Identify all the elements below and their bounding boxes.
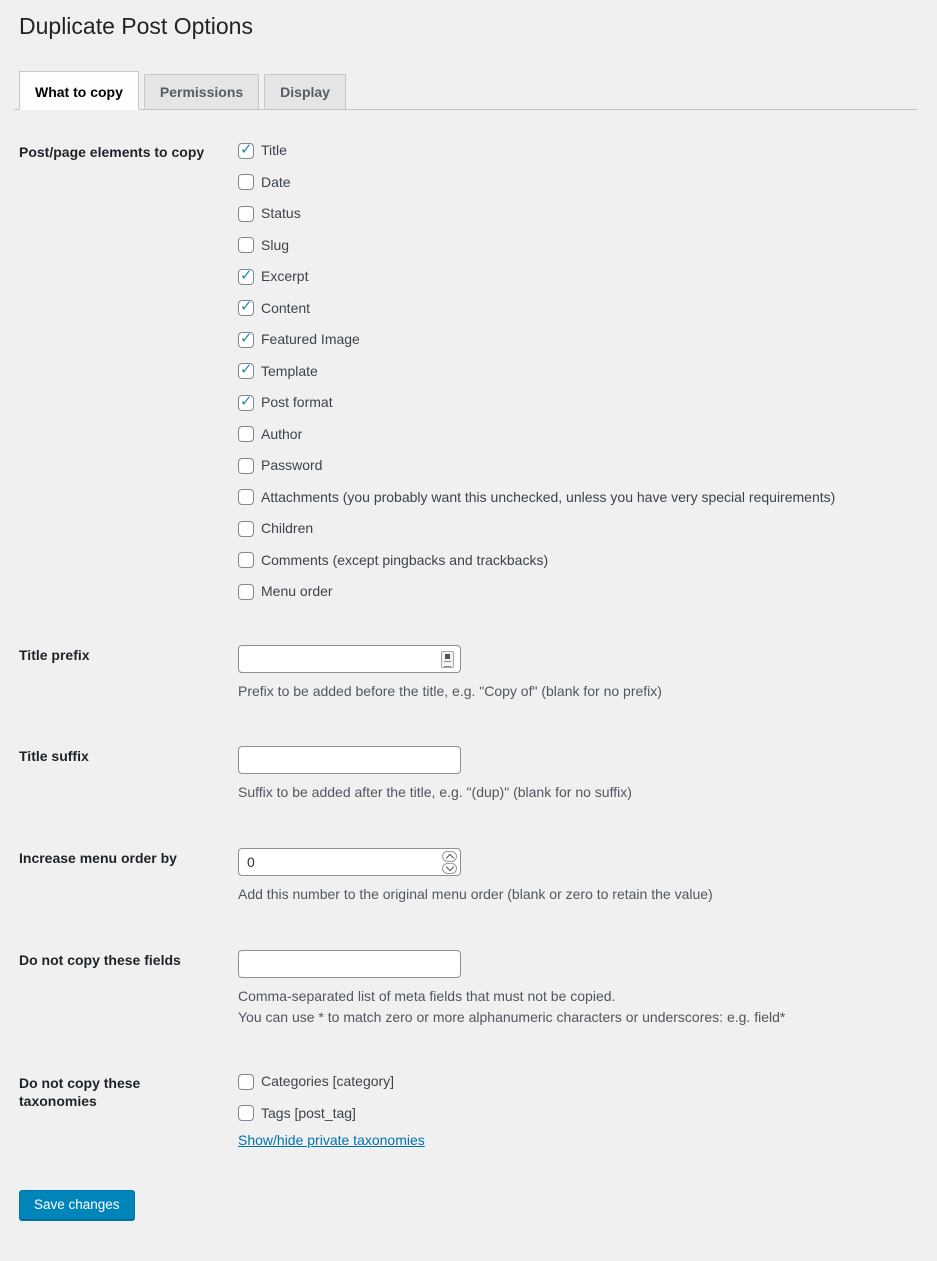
row-label: Title prefix	[19, 646, 90, 663]
checkbox-label: Excerpt	[261, 268, 309, 285]
element-checkbox-row[interactable]	[238, 363, 917, 381]
checkbox-label: Post format	[261, 394, 333, 411]
tab-bar	[14, 71, 917, 110]
element-checkbox-row[interactable]	[238, 174, 917, 192]
page-title: Duplicate Post Options	[19, 13, 253, 39]
description-line-2: You can use * to match zero or more alphanumeric characters or underscores: e.g. field*	[238, 1009, 786, 1026]
checkbox-label: Date	[261, 173, 291, 190]
checkbox-label: Content	[261, 299, 311, 316]
checkbox-label: Title	[261, 142, 287, 159]
element-checkbox-row[interactable]	[238, 520, 917, 538]
checkbox-label: Author	[261, 425, 303, 442]
row-skip-fields	[19, 926, 917, 1049]
checkbox[interactable]	[238, 1074, 254, 1090]
element-checkbox-row[interactable]	[238, 489, 917, 507]
row-menu-order	[19, 824, 917, 926]
autofill-icon[interactable]	[441, 651, 454, 668]
checkbox[interactable]	[238, 174, 254, 190]
element-checkbox-row[interactable]	[238, 142, 917, 160]
checkbox[interactable]	[238, 458, 254, 474]
menu-order-input[interactable]	[247, 849, 452, 875]
menu-order-field-wrap	[238, 848, 461, 876]
checkbox[interactable]	[238, 521, 254, 537]
title-prefix-field-wrap	[238, 645, 461, 673]
element-checkbox-row[interactable]	[238, 583, 917, 601]
element-checkbox-row[interactable]	[238, 205, 917, 223]
description-line-1: Comma-separated list of meta fields that must not be copied.	[238, 987, 616, 1004]
checkbox-label: Slug	[261, 236, 290, 253]
row-label: Post/page elements to copy	[19, 144, 205, 161]
number-spinner	[442, 851, 457, 874]
title-suffix-input[interactable]	[247, 747, 452, 773]
checkbox[interactable]	[238, 1105, 254, 1121]
skip-fields-field-wrap	[238, 950, 461, 978]
title-suffix-field-wrap	[238, 746, 461, 774]
checkbox-label: Template	[261, 362, 318, 379]
field-description: Add this number to the original menu order (blank or zero to retain the value)	[238, 885, 713, 902]
checkbox-label: Menu order	[261, 583, 333, 600]
checkbox-label: Status	[261, 205, 301, 222]
row-label: Do not copy these fields	[19, 951, 181, 968]
checkbox[interactable]	[238, 206, 254, 222]
title-prefix-input[interactable]	[247, 646, 452, 672]
field-description: Prefix to be added before the title, e.g. "Copy of" (blank for no prefix)	[238, 682, 662, 699]
element-checkbox-row[interactable]	[238, 457, 917, 475]
row-taxonomies	[19, 1049, 917, 1168]
checkbox[interactable]	[238, 363, 254, 379]
row-label: Title suffix	[19, 748, 89, 765]
taxonomies-checkbox-list	[238, 1073, 917, 1122]
element-checkbox-row[interactable]	[238, 394, 917, 412]
options-form	[19, 118, 917, 1168]
checkbox[interactable]	[238, 584, 254, 600]
checkbox-label: Comments (except pingbacks and trackbacks)	[261, 551, 549, 568]
show-hide-private-taxonomies-link[interactable]: Show/hide private taxonomies	[238, 1132, 425, 1149]
spinner-up-icon[interactable]	[442, 851, 457, 862]
row-label: Increase menu order by	[19, 849, 177, 866]
tab-what-to-copy[interactable]: What to copy	[19, 71, 139, 110]
element-checkbox-row[interactable]	[238, 268, 917, 286]
row-title-suffix	[19, 722, 917, 824]
checkbox-label: Categories [category]	[261, 1073, 395, 1090]
taxonomy-checkbox-row[interactable]	[238, 1105, 917, 1123]
row-label: Do not copy these taxonomies	[19, 1075, 141, 1110]
checkbox-label: Tags [post_tag]	[261, 1104, 356, 1121]
checkbox[interactable]	[238, 332, 254, 348]
field-description	[238, 986, 917, 1029]
taxonomy-checkbox-row[interactable]	[238, 1073, 917, 1091]
checkbox-label: Children	[261, 520, 314, 537]
spinner-down-icon[interactable]	[442, 863, 457, 874]
skip-fields-input[interactable]	[247, 951, 452, 977]
elements-checkbox-list	[238, 142, 917, 601]
checkbox-label: Attachments (you probably want this unchecked, unless you have very special requirements)	[261, 488, 836, 505]
checkbox-label: Featured Image	[261, 331, 360, 348]
field-description: Suffix to be added after the title, e.g. "(dup)" (blank for no suffix)	[238, 784, 632, 801]
checkbox[interactable]	[238, 300, 254, 316]
row-title-prefix	[19, 621, 917, 723]
element-checkbox-row[interactable]	[238, 237, 917, 255]
row-elements-to-copy	[19, 118, 917, 621]
element-checkbox-row[interactable]	[238, 552, 917, 570]
tab-permissions[interactable]: Permissions	[144, 74, 259, 109]
checkbox[interactable]	[238, 395, 254, 411]
checkbox[interactable]	[238, 552, 254, 568]
checkbox[interactable]	[238, 269, 254, 285]
element-checkbox-row[interactable]	[238, 426, 917, 444]
element-checkbox-row[interactable]	[238, 300, 917, 318]
checkbox[interactable]	[238, 489, 254, 505]
tab-display[interactable]: Display	[264, 74, 346, 109]
checkbox-label: Password	[261, 457, 323, 474]
element-checkbox-row[interactable]	[238, 331, 917, 349]
save-changes-button[interactable]: Save changes	[19, 1190, 135, 1221]
checkbox[interactable]	[238, 426, 254, 442]
checkbox[interactable]	[238, 143, 254, 159]
checkbox[interactable]	[238, 237, 254, 253]
